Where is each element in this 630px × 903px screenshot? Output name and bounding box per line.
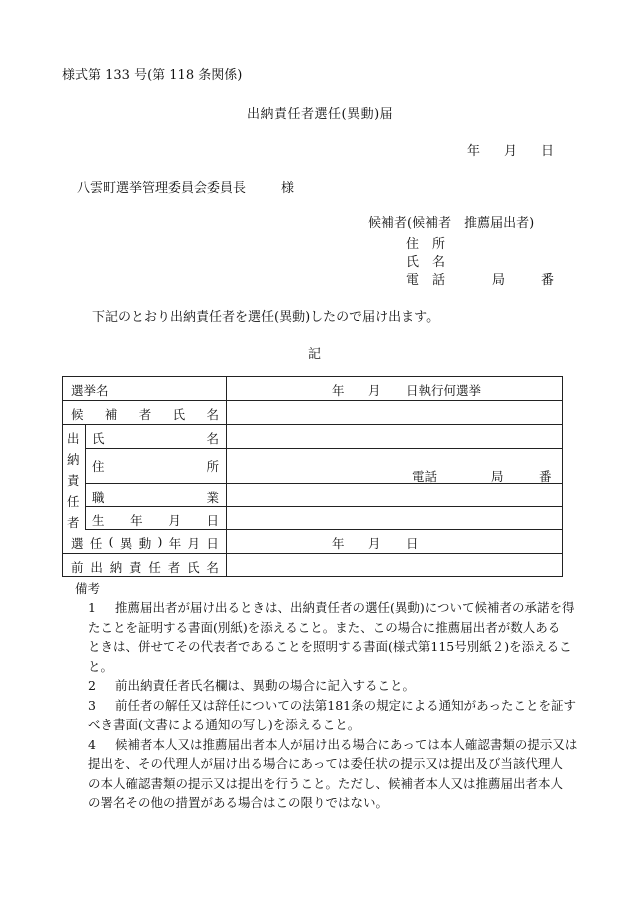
date-day-label: 日	[541, 144, 555, 159]
treasurer-address-label: 住 所	[92, 459, 219, 474]
submitter-address-label: 住 所	[406, 237, 446, 252]
election-month: 月	[368, 383, 381, 398]
date-month-label: 月	[504, 144, 518, 159]
row-candidate	[63, 401, 562, 425]
submitter-phone-kyoku: 局	[492, 273, 506, 288]
appointment-day: 日	[406, 536, 419, 551]
treasurer-job-label: 職 業	[92, 490, 219, 505]
note-body: 候補者本人又は推薦届出者本人が届け出る場合にあっては本人確認書類の提示又は 提出を、その代理人が届け出る場合にあっては委任状の提示又は提出及び当該代理人 の本人確認書類の提示又は提出を行うこと。ただし、候補者本人又は推薦届出者本人 の署名その他の措置がある場合はこの限りではない。	[88, 736, 578, 810]
appointment-month: 月	[368, 536, 381, 551]
row-treasurer-job	[85, 484, 562, 507]
row-election	[63, 377, 562, 401]
notes-heading: 備考	[75, 581, 101, 596]
note-number: 1	[88, 600, 96, 615]
row-treasurer-name	[85, 425, 562, 449]
row-treasurer-address	[85, 449, 562, 484]
row-treasurer-birth	[85, 507, 562, 530]
submitter-name-label: 氏 名	[406, 255, 446, 270]
election-name-label: 選挙名	[71, 383, 109, 398]
treasurer-phone-kyoku: 局	[491, 469, 504, 484]
note-body: 前任者の解任又は辞任についての法第181条の規定による通知があったことを証す べき書面(文書による通知の写し)を添えること。	[88, 697, 576, 732]
body-text: 下記のとおり出納責任者を選任(異動)したので届け出ます。	[92, 310, 440, 325]
previous-treasurer-label: 前 出 納 責 任 者 氏 名	[71, 560, 219, 575]
note-number: 4	[88, 736, 96, 752]
treasurer-phone-ban: 番	[539, 469, 552, 484]
treasurer-name-label: 氏 名	[92, 431, 219, 446]
row-previous-treasurer	[63, 554, 562, 577]
note-body: 前出納責任者氏名欄は、異動の場合に記入すること。	[115, 678, 416, 693]
ki-label: 記	[308, 347, 322, 362]
election-year: 年	[332, 383, 345, 398]
treasurer-phone-label: 電話	[412, 469, 438, 484]
note-number: 2	[88, 678, 96, 693]
appointment-date-label: 選 任 ( 異 動 ) 年 月 日	[71, 534, 219, 551]
candidate-name-label: 候 補 者 氏 名	[71, 407, 219, 422]
treasurer-group-label: 出納責任者	[67, 431, 80, 530]
appointment-year: 年	[332, 536, 345, 551]
submitter-role: 候補者(候補者 推薦届出者)	[368, 216, 535, 231]
note-number: 3	[88, 697, 96, 713]
addressee-honorific: 様	[281, 181, 295, 196]
note-body: 推薦届出者が届け出るときは、出納責任者の選任(異動)について候補者の承諾を得 たことを証明する書面(別紙)を添えること。また、この場合に推薦届出者が数人ある ときは、併せてその代表者であることを照明する書面(様式第115号別紙２)を添えるこ と。	[88, 600, 575, 674]
submitter-phone-label: 電 話	[406, 273, 446, 288]
form-number: 様式第 133 号(第 118 条関係)	[62, 68, 243, 83]
date-year-label: 年	[467, 144, 481, 159]
addressee-name: 八雲町選挙管理委員会委員長	[77, 181, 247, 196]
submitter-phone-ban: 番	[541, 273, 555, 288]
election-suffix: 日執行何選挙	[406, 383, 482, 398]
form-title: 出納責任者選任(異動)届	[247, 107, 394, 122]
details-table	[62, 376, 563, 577]
row-appointment-date	[63, 530, 562, 554]
treasurer-birth-label: 生 年 月 日	[92, 513, 219, 528]
